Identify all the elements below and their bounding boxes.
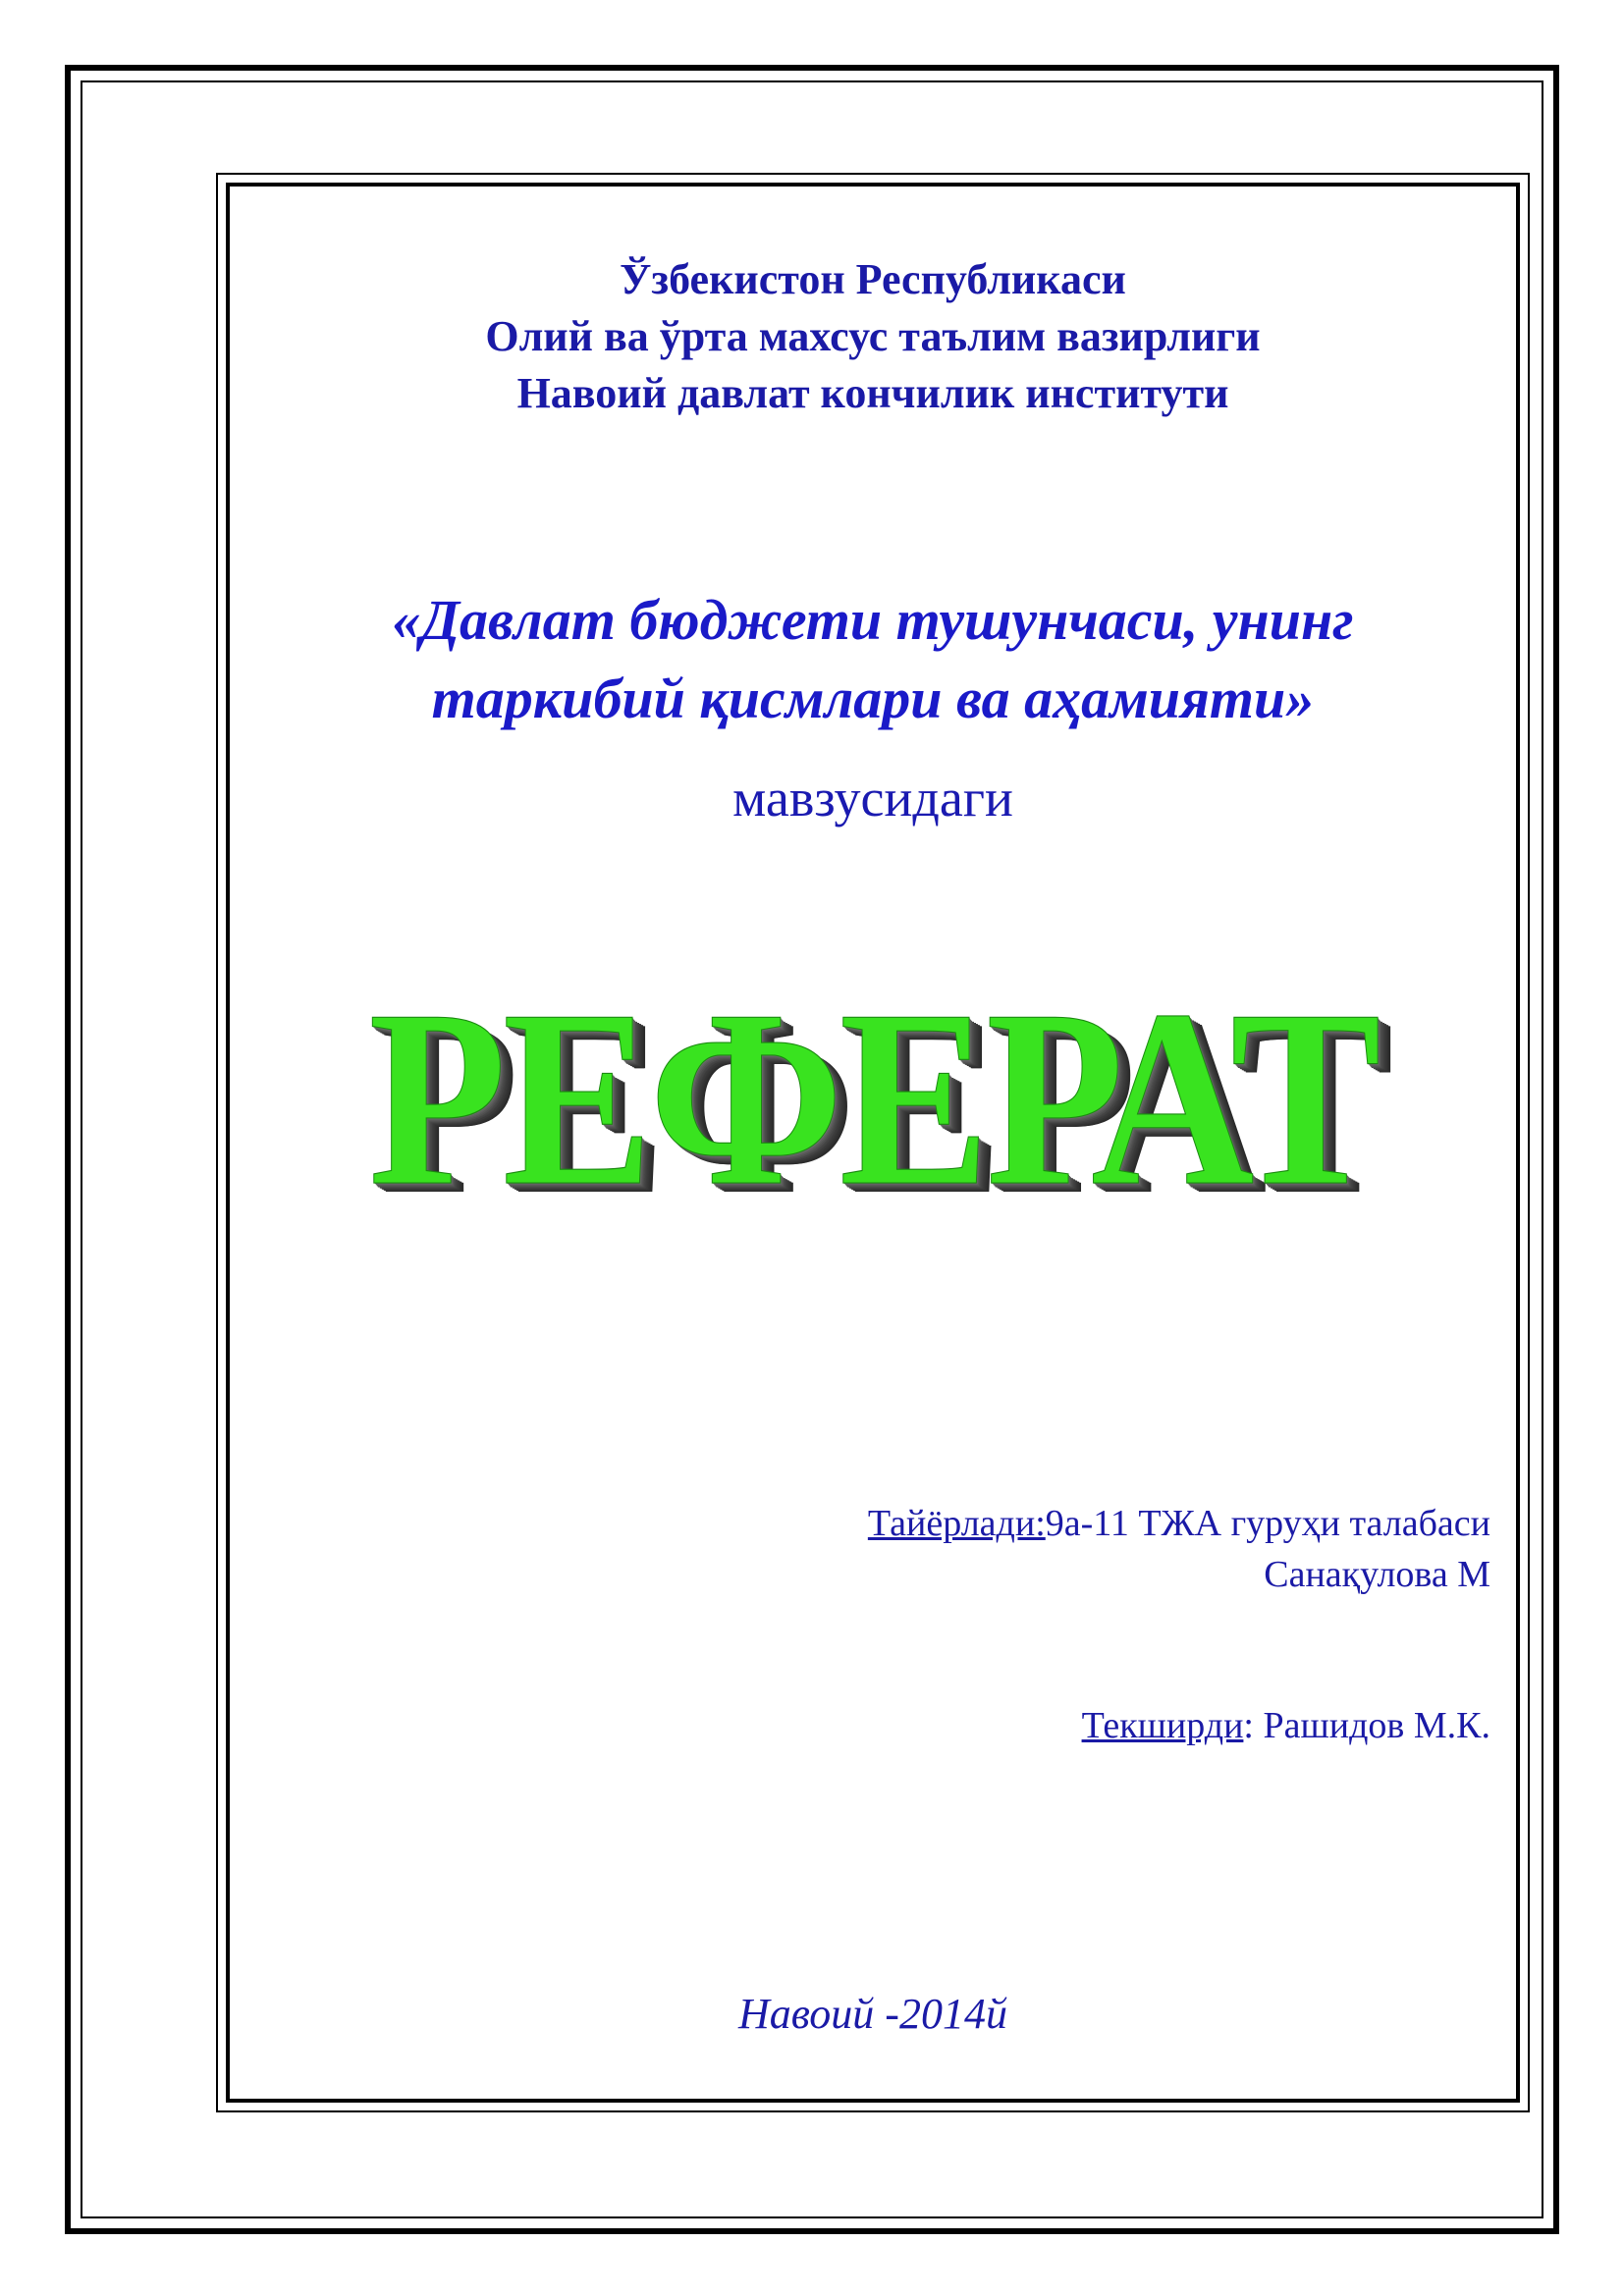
prepared-student: Санақулова М	[1264, 1554, 1490, 1595]
header-institute: Навоий давлат кончилик институти	[516, 369, 1229, 417]
checked-separator: :	[1243, 1705, 1264, 1746]
header-ministry: Олий ва ўрта махсус таълим вазирлиги	[485, 312, 1261, 360]
checked-by	[607, 1700, 1490, 1751]
prepared-group: 9а-11 ТЖА гуруҳи талабаси	[1045, 1503, 1490, 1544]
wordart-container	[228, 957, 1518, 1239]
prepared-by	[607, 1498, 1490, 1600]
topic-line-1: «Давлат бюджети тушунчаси, унинг	[392, 588, 1354, 652]
topic-line-2: таркибий қисмлари ва аҳамияти»	[431, 667, 1315, 730]
wordart-title: РЕФЕРАТ	[368, 957, 1378, 1239]
checked-teacher: Рашидов М.К.	[1263, 1705, 1490, 1746]
header-country: Ўзбекистон Республикаси	[620, 255, 1126, 303]
prepared-label: Тайёрлади:	[867, 1503, 1046, 1544]
place-year: Навоий -2014й	[738, 1990, 1007, 2038]
checked-label: Текширди	[1081, 1705, 1244, 1746]
institution-header	[228, 251, 1518, 422]
topic-title	[228, 581, 1518, 738]
topic-suffix: мавзусидаги	[732, 769, 1013, 828]
prepared-line	[607, 1498, 1490, 1549]
